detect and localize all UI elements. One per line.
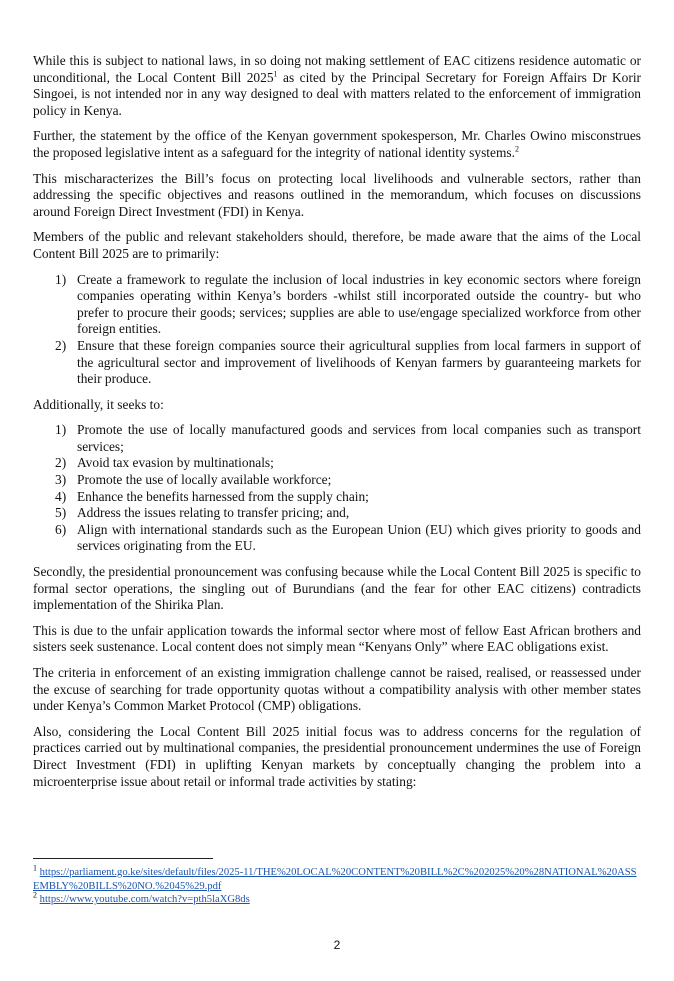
list-item: 4) Enhance the benefits harnessed from the supply chain; — [55, 488, 369, 504]
paragraph: This mischaracterizes the Bill’s focus on protecting local livelihoods and vulnerable sectors, rather than addressing the specific objectives and reasons outlined in the memorandum, which focuses on discussions around Foreign Direct Investment (FDI) in Kenya. — [33, 170, 641, 219]
list-item: 2) Ensure that these foreign companies source their agricultural supplies from local farmers in support of the agricultural sector and improvement of livelihoods of Kenyan farmers by guaranteeing markets for their produce. — [55, 337, 641, 387]
footnote-mark[interactable]: 2 — [514, 144, 519, 154]
footnotes — [33, 863, 641, 907]
list-item: 5) Address the issues relating to transfer pricing; and, — [55, 505, 350, 521]
list-item: 2) Avoid tax evasion by multinationals; — [55, 455, 274, 471]
objectives-list — [33, 422, 641, 555]
footnote: $^1$ https://parliament.go.ke/sites/default/files/2025-11/THE%20LOCAL%20CONTENT%20BILL%2C%202025%20%28NATIONAL%20ASSEMBLY%20BILLS%20NO.%2045%29.pdf — [33, 863, 637, 892]
aims-list — [33, 272, 641, 388]
list-item: 3) Promote the use of locally available workforce; — [55, 472, 332, 488]
paragraph: Additionally, it seeks to: — [33, 396, 164, 412]
list-item: 1) Promote the use of locally manufactured goods and services from local companies such as transport services; — [55, 422, 641, 454]
paragraph: This is due to the unfair application towards the informal sector where most of fellow East African brothers and sisters seek sustenance. Local content does not simply mean “Kenyans Only” where EAC obligations exist. — [33, 622, 641, 655]
footnote-link[interactable]: https://www.youtube.com/watch?v=pth5laXG8ds — [39, 894, 250, 906]
paragraph: Further, the statement by the office of the Kenyan government spokesperson, Mr. Charles Owino misconstrues the proposed legislative intent as a safeguard for the integrity of national identity systems.$^2$ — [33, 128, 641, 160]
paragraph: While this is subject to national laws, in so doing not making settlement of EAC citizens residence automatic or unconditional, the Local Content Bill 2025$^1$ as cited by the Principal Secretary for Foreign Affairs Dr Korir Singoei, is not intended nor in any way designed to deal with matters related to the enforcement of immigration policy in Kenya. — [33, 53, 641, 118]
paragraph: The criteria in enforcement of an existing immigration challenge cannot be raised, realised, or reassessed under the excuse of searching for trade opportunity quotas without a compatibility analysis with other member states under Kenya’s Common Market Protocol (CMP) obligations. — [33, 665, 641, 714]
footnote-divider — [33, 858, 213, 859]
paragraph: Members of the public and relevant stakeholders should, therefore, be made aware that the aims of the Local Content Bill 2025 are to primarily: — [33, 229, 641, 261]
footnote-link[interactable]: https://parliament.go.ke/sites/default/files/2025-11/THE%20LOCAL%20CONTENT%20BILL%2C%202025%20%28NATIONAL%20ASSEMBLY%20BILLS%20NO.%2045%29.pdf — [33, 867, 637, 892]
footnote: $^2$ https://www.youtube.com/watch?v=pth5laXG8ds — [33, 890, 250, 906]
list-item: 1) Create a framework to regulate the inclusion of local industries in key economic sectors where foreign companies operating within Kenya’s borders -whilst still incorporated outside the country- but who prefer to procure their goods; services; supplies are able to use/engage specialized workforce from other foreign entities. — [55, 271, 641, 337]
body-text — [33, 53, 641, 799]
paragraph: Also, considering the Local Content Bill 2025 initial focus was to address concerns for the regulation of practices carried out by multinational companies, the presidential pronouncement undermines the use of Foreign Direct Investment (FDI) in uplifting Kenyan markets by conceptually changing the problem into a microenterprise issue about retail or informal trade activities by stating: — [33, 723, 641, 789]
footnote-mark[interactable]: 1 — [273, 69, 278, 79]
page-number: 2 — [333, 938, 341, 952]
list-item: 6) Align with international standards such as the European Union (EU) which gives priority to goods and services originating from the EU. — [55, 521, 641, 554]
paragraph: Secondly, the presidential pronouncement was confusing because while the Local Content Bill 2025 is specific to formal sector operations, the singling out of Burundians (and the fear for other EAC citizens) contradicts implementation of the Shirika Plan. — [33, 564, 641, 613]
